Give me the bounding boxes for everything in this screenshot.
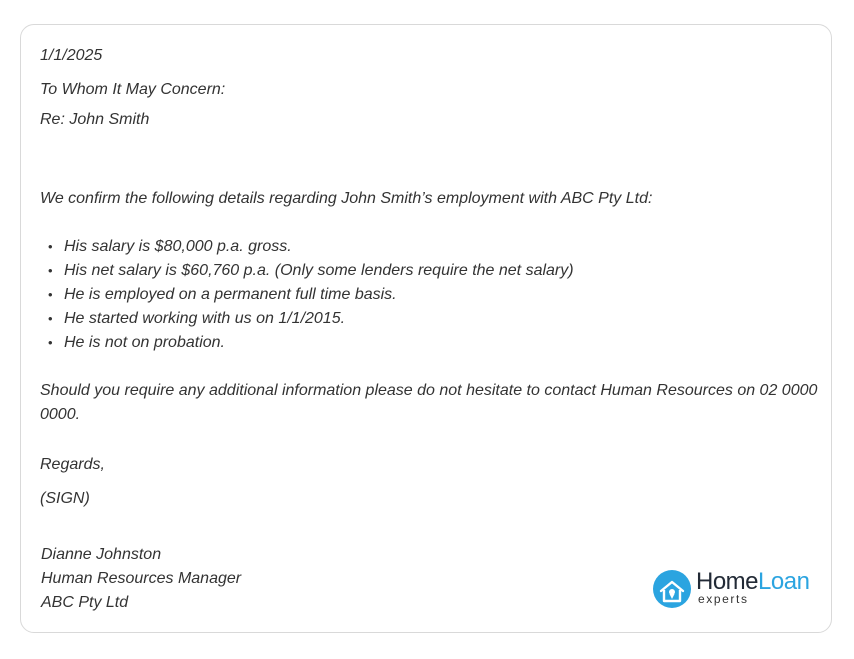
logo-loan-text: Loan	[758, 568, 810, 595]
letter-re-line: Re: John Smith	[40, 111, 150, 128]
list-item: • He started working with us on 1/1/2015.	[40, 307, 574, 331]
letter-closing-paragraph: Should you require any additional information please do not hesitate to contact Human Resources on 02 0000 0000.	[40, 382, 818, 423]
letter-regards: Regards,	[40, 456, 105, 473]
letter-date: 1/1/2025	[40, 47, 103, 64]
logo-subtitle: experts	[698, 592, 749, 606]
house-pin-icon	[652, 570, 692, 610]
signatory-title: Human Resources Manager	[41, 570, 242, 587]
letter-salutation: To Whom It May Concern:	[40, 81, 226, 98]
homeloan-experts-logo	[652, 568, 812, 610]
logo-home-text: Home	[696, 568, 759, 595]
signature-placeholder: (SIGN)	[40, 490, 90, 507]
list-item: • He is employed on a permanent full time basis.	[40, 283, 574, 307]
employment-details-list	[40, 235, 574, 355]
signatory-company: ABC Pty Ltd	[41, 594, 129, 611]
signatory-name: Dianne Johnston	[41, 546, 162, 563]
list-item: • His net salary is $60,760 p.a. (Only some lenders require the net salary)	[40, 259, 574, 283]
list-item: • He is not on probation.	[40, 331, 574, 355]
letter-intro: We confirm the following details regarding John Smith’s employment with ABC Pty Ltd:	[40, 190, 653, 207]
list-item: • His salary is $80,000 p.a. gross.	[40, 235, 574, 259]
